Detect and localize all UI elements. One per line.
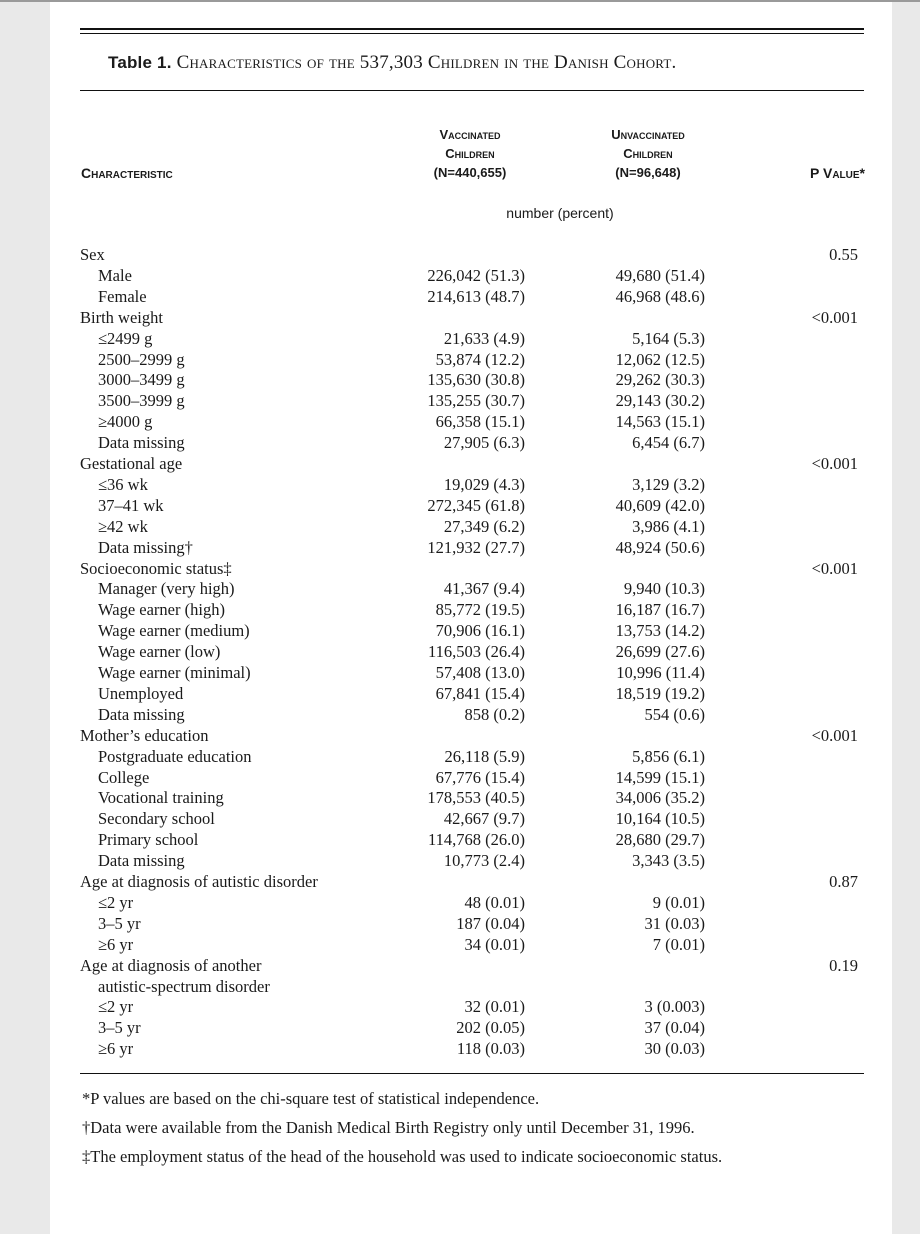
vaccinated-value: 53,874 (12.2) <box>435 349 525 369</box>
unvaccinated-value: 13,753 (14.2) <box>615 621 705 641</box>
header-vaccinated <box>390 125 550 182</box>
unvaccinated-value: 10,164 (10.5) <box>615 809 705 829</box>
row-label: Birth weight <box>80 307 163 327</box>
table-row <box>50 934 892 955</box>
unvaccinated-value: 9 (0.01) <box>652 892 705 912</box>
units-subheader: number (percent) <box>506 205 614 221</box>
header-unvaccinated <box>568 125 728 182</box>
vaccinated-value: 114,768 (26.0) <box>427 830 525 850</box>
header-vaccinated-n: (N=440,655) <box>433 165 507 180</box>
vaccinated-value: 32 (0.01) <box>464 997 525 1017</box>
table-row <box>50 286 892 307</box>
table-row <box>50 662 892 683</box>
table-row <box>50 390 892 411</box>
row-label: Wage earner (minimal) <box>98 663 251 682</box>
unvaccinated-value: 29,143 (30.2) <box>615 391 705 411</box>
row-label: Data missing <box>98 704 185 724</box>
footnote-socioeconomic: ‡The employment status of the head of the household was used to indicate socioeconomic status. <box>82 1147 723 1166</box>
unvaccinated-value: 26,699 (27.6) <box>615 642 705 662</box>
header-vaccinated-line2: Children <box>445 146 495 161</box>
table-row <box>50 829 892 850</box>
unvaccinated-value: 9,940 (10.3) <box>623 579 705 599</box>
unvaccinated-value: 5,856 (6.1) <box>632 746 705 766</box>
unvaccinated-value: 14,599 (15.1) <box>615 767 705 787</box>
vaccinated-value: 135,255 (30.7) <box>427 391 525 411</box>
row-label: Primary school <box>98 830 199 850</box>
row-label: Gestational age <box>80 454 183 473</box>
vaccinated-value: 135,630 (30.8) <box>427 370 525 390</box>
table-row <box>50 516 892 537</box>
table-row <box>50 850 892 871</box>
footnotes <box>82 1084 882 1171</box>
vaccinated-value: 67,776 (15.4) <box>435 767 525 787</box>
row-label: autistic-spectrum disorder <box>98 976 270 996</box>
vaccinated-value: 27,905 (6.3) <box>443 433 525 453</box>
p-value: <0.001 <box>811 454 858 473</box>
table-row-category <box>50 955 892 976</box>
vaccinated-value: 19,029 (4.3) <box>443 474 525 494</box>
vaccinated-value: 178,553 (40.5) <box>427 788 525 808</box>
p-value: <0.001 <box>811 725 858 745</box>
row-label: ≤36 wk <box>98 474 148 494</box>
table-row <box>50 432 892 453</box>
vaccinated-value: 21,633 (4.9) <box>443 328 525 348</box>
table-row <box>50 265 892 286</box>
unvaccinated-value: 554 (0.6) <box>644 704 705 724</box>
row-label: 3–5 yr <box>98 913 141 933</box>
table-row <box>50 913 892 934</box>
row-label: Postgraduate education <box>98 746 252 766</box>
table-row <box>50 892 892 913</box>
row-label: 3000–3499 g <box>98 370 185 390</box>
top-rule-thin <box>80 33 864 34</box>
table-row <box>50 1017 892 1038</box>
row-label: ≥6 yr <box>98 1039 134 1059</box>
vaccinated-value: 42,667 (9.7) <box>443 809 525 829</box>
top-rule-thick <box>80 28 864 30</box>
p-value: 0.19 <box>829 955 858 975</box>
vaccinated-value: 70,906 (16.1) <box>435 621 525 641</box>
table-row <box>50 537 892 558</box>
vaccinated-value: 41,367 (9.4) <box>443 579 525 599</box>
header-characteristic: Characteristic <box>81 165 173 181</box>
row-label: Sex <box>80 245 105 264</box>
vaccinated-value: 214,613 (48.7) <box>427 286 525 306</box>
vaccinated-value: 226,042 (51.3) <box>427 265 525 285</box>
table-row <box>50 578 892 599</box>
title-rule <box>80 90 864 91</box>
vaccinated-value: 48 (0.01) <box>464 892 525 912</box>
table-row <box>50 641 892 662</box>
p-value: 0.87 <box>829 872 858 891</box>
table-caption: Characteristics of the 537,303 Children in the Danish Cohort. <box>176 52 677 73</box>
vaccinated-value: 272,345 (61.8) <box>427 495 525 515</box>
table-row-category <box>50 725 892 746</box>
row-label: Wage earner (high) <box>98 600 225 620</box>
row-label: Age at diagnosis of another <box>80 955 262 975</box>
unvaccinated-value: 3,986 (4.1) <box>632 516 705 536</box>
table-row <box>50 620 892 641</box>
table-row <box>50 683 892 704</box>
row-label: Secondary school <box>98 809 215 829</box>
table-row <box>50 996 892 1017</box>
row-label: Wage earner (low) <box>98 642 221 662</box>
row-label: 3500–3999 g <box>98 391 185 411</box>
unvaccinated-value: 16,187 (16.7) <box>615 600 705 620</box>
table-row <box>50 474 892 495</box>
unvaccinated-value: 5,164 (5.3) <box>632 328 705 348</box>
vaccinated-value: 67,841 (15.4) <box>435 683 525 703</box>
vaccinated-value: 858 (0.2) <box>464 704 525 724</box>
table-title <box>108 52 676 74</box>
row-label: Vocational training <box>98 788 224 808</box>
vaccinated-value: 116,503 (26.4) <box>427 642 525 662</box>
header-vaccinated-line1: Vaccinated <box>439 127 501 142</box>
header-unvaccinated-line2: Children <box>623 146 673 161</box>
row-label: Data missing† <box>98 537 193 557</box>
table-row <box>50 328 892 349</box>
row-label: ≥6 yr <box>98 934 134 954</box>
table-row <box>50 976 892 997</box>
row-label: 3–5 yr <box>98 1018 141 1038</box>
table-row-category <box>50 558 892 579</box>
footnote-registry: †Data were available from the Danish Medical Birth Registry only until December 31, 1996. <box>82 1118 695 1137</box>
unvaccinated-value: 37 (0.04) <box>644 1018 705 1038</box>
p-value: <0.001 <box>811 307 858 327</box>
row-label: Female <box>98 286 147 306</box>
unvaccinated-value: 3 (0.003) <box>644 997 705 1017</box>
table-row <box>50 746 892 767</box>
table-row-category <box>50 244 892 265</box>
bottom-rule <box>80 1073 864 1074</box>
row-label: Manager (very high) <box>98 579 235 599</box>
table-row <box>50 495 892 516</box>
table-row-category <box>50 307 892 328</box>
row-label: 2500–2999 g <box>98 349 185 369</box>
unvaccinated-value: 14,563 (15.1) <box>615 412 705 432</box>
unvaccinated-value: 3,129 (3.2) <box>632 474 705 494</box>
document-page <box>50 2 892 1234</box>
table-row <box>50 787 892 808</box>
vaccinated-value: 26,118 (5.9) <box>444 746 525 766</box>
unvaccinated-value: 12,062 (12.5) <box>615 349 705 369</box>
vaccinated-value: 34 (0.01) <box>464 934 525 954</box>
unvaccinated-value: 30 (0.03) <box>644 1039 705 1059</box>
header-unvaccinated-line1: Unvaccinated <box>611 127 685 142</box>
row-label: ≤2 yr <box>98 997 134 1017</box>
p-value: 0.55 <box>829 245 858 264</box>
table-row <box>50 1038 892 1059</box>
row-label: ≤2499 g <box>98 328 153 348</box>
row-label: Unemployed <box>98 683 184 703</box>
unvaccinated-value: 29,262 (30.3) <box>615 370 705 390</box>
table-row <box>50 411 892 432</box>
row-label: ≥4000 g <box>98 412 153 432</box>
row-label: ≥42 wk <box>98 516 148 536</box>
table-row <box>50 767 892 788</box>
header-pvalue: P Value* <box>810 165 865 181</box>
table-row <box>50 808 892 829</box>
table-row-category <box>50 871 892 892</box>
row-label: Male <box>98 265 132 285</box>
vaccinated-value: 121,932 (27.7) <box>427 537 525 557</box>
unvaccinated-value: 3,343 (3.5) <box>632 851 705 871</box>
header-unvaccinated-n: (N=96,648) <box>615 165 681 180</box>
row-label: ≤2 yr <box>98 892 134 912</box>
row-label: Mother’s education <box>80 725 209 745</box>
table-row-category <box>50 453 892 474</box>
unvaccinated-value: 31 (0.03) <box>644 913 705 933</box>
row-label: Data missing <box>98 851 185 871</box>
row-label: 37–41 wk <box>98 495 164 515</box>
unvaccinated-value: 48,924 (50.6) <box>615 537 705 557</box>
vaccinated-value: 202 (0.05) <box>456 1018 525 1038</box>
unvaccinated-value: 7 (0.01) <box>652 934 705 954</box>
unvaccinated-value: 10,996 (11.4) <box>616 663 705 682</box>
row-label: Data missing <box>98 433 185 453</box>
unvaccinated-value: 46,968 (48.6) <box>615 286 705 306</box>
vaccinated-value: 118 (0.03) <box>456 1039 525 1059</box>
row-label: Socioeconomic status‡ <box>80 558 232 578</box>
footnote-pvalue: *P values are based on the chi-square test of statistical independence. <box>82 1089 540 1108</box>
table-number: Table 1. <box>108 53 172 72</box>
table-row <box>50 599 892 620</box>
table-row <box>50 704 892 725</box>
row-label: Age at diagnosis of autistic disorder <box>80 872 318 891</box>
unvaccinated-value: 6,454 (6.7) <box>632 433 705 453</box>
table-row <box>50 369 892 390</box>
vaccinated-value: 57,408 (13.0) <box>435 663 525 682</box>
vaccinated-value: 85,772 (19.5) <box>435 600 525 620</box>
unvaccinated-value: 34,006 (35.2) <box>615 788 705 808</box>
vaccinated-value: 27,349 (6.2) <box>443 516 525 536</box>
unvaccinated-value: 18,519 (19.2) <box>615 683 705 703</box>
table-row <box>50 349 892 370</box>
unvaccinated-value: 28,680 (29.7) <box>615 830 705 850</box>
row-label: College <box>98 767 150 787</box>
row-label: Wage earner (medium) <box>98 621 250 641</box>
vaccinated-value: 187 (0.04) <box>456 913 525 933</box>
p-value: <0.001 <box>811 558 858 578</box>
unvaccinated-value: 49,680 (51.4) <box>615 265 705 285</box>
vaccinated-value: 66,358 (15.1) <box>435 412 525 432</box>
unvaccinated-value: 40,609 (42.0) <box>615 495 705 515</box>
vaccinated-value: 10,773 (2.4) <box>443 851 525 871</box>
